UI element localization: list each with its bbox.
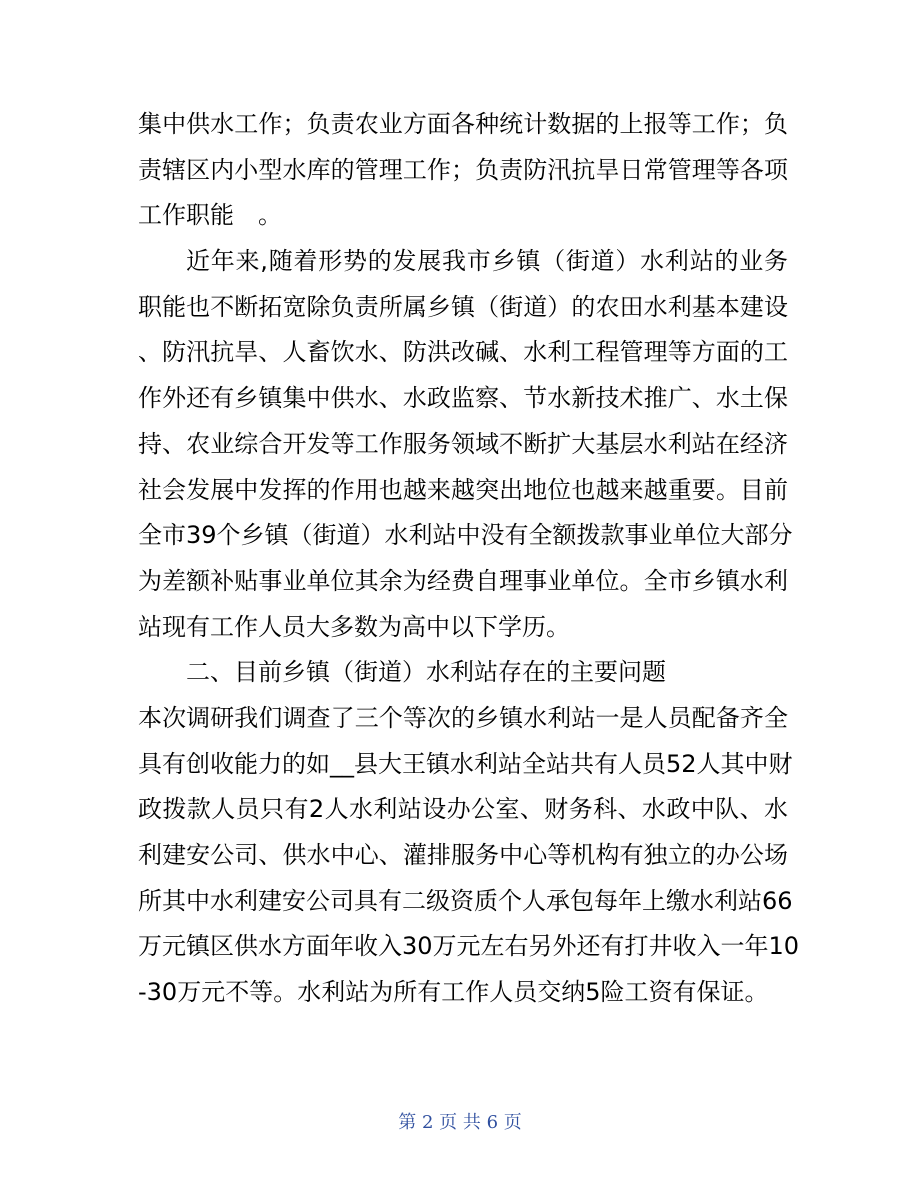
paragraph-recent-years: [138, 239, 793, 650]
text-line: 持、农业综合开发等工作服务领域不断扩大基层水利站在经济: [138, 429, 788, 458]
text-line: 、防汛抗旱、人畜饮水、防洪改碱、水利工程管理等方面的工: [138, 338, 788, 367]
text-line: 集中供水工作；负责农业方面各种统计数据的上报等工作；负: [138, 110, 788, 138]
text-line: 为差额补贴事业单位其余为经费自理事业单位。全市乡镇水利: [138, 566, 788, 595]
text-line: 全市39个乡镇（街道）水利站中没有全额拨款事业单位大部分: [138, 521, 793, 550]
text-line: 社会发展中发挥的作用也越来越突出地位也越来越重要。目前: [138, 475, 788, 504]
text-line: 利建安公司、供水中心、灌排服务中心等机构有独立的办公场: [138, 841, 788, 869]
text-line: -30万元不等。水利站为所有工作人员交纳5险工资有保证。: [138, 978, 769, 1007]
section-heading-text: 二、目前乡镇（街道）水利站存在的主要问题: [186, 658, 666, 687]
text-line: 本次调研我们调查了三个等次的乡镇水利站一是人员配备齐全: [138, 703, 788, 732]
section-heading: [138, 650, 788, 696]
text-line: 作外还有乡镇集中供水、水政监察、节水新技术推广、水土保: [138, 384, 788, 413]
text-line: 工作职能 。: [138, 201, 282, 230]
text-line: 具有创收能力的如__县大王镇水利站全站共有人员52人其中财: [138, 749, 793, 778]
text-line: 责辖区内小型水库的管理工作；负责防汛抗旱日常管理等各项: [138, 155, 788, 184]
text-line: 政拨款人员只有2人水利站设办公室、财务科、水政中队、水: [138, 795, 788, 824]
paragraph-survey: [138, 696, 800, 1016]
text-line: 近年来,随着形势的发展我市乡镇（街道）水利站的业务: [186, 247, 788, 276]
document-body: [138, 102, 800, 1016]
text-line: 所其中水利建安公司具有二级资质个人承包每年上缴水利站66: [138, 886, 793, 915]
text-line: 站现有工作人员大多数为高中以下学历。: [138, 612, 570, 641]
paragraph-water-duties: [138, 102, 788, 239]
text-line: 职能也不断拓宽除负责所属乡镇（街道）的农田水利基本建设: [138, 292, 788, 321]
text-line: 万元镇区供水方面年收入30万元左右另外还有打井收入一年10: [138, 932, 800, 961]
page-number-footer: 第 2 页 共 6 页: [398, 1112, 522, 1133]
